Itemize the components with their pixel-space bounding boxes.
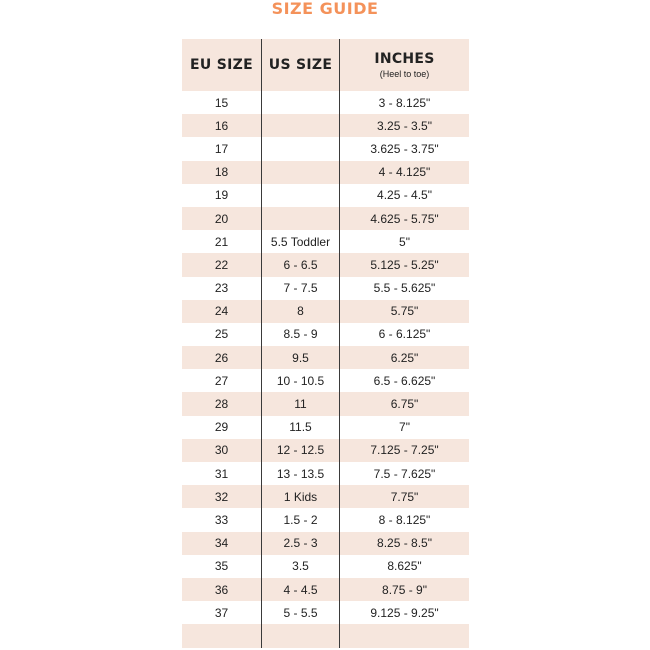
- table-header-row: [182, 39, 469, 91]
- cell-us-size: 6 - 6.5: [261, 253, 339, 276]
- cell-inches: 3 - 8.125": [339, 91, 469, 114]
- cell-eu-size: 30: [214, 443, 229, 458]
- table-row: [182, 624, 469, 647]
- cell-inches: 8.75 - 9": [339, 578, 469, 601]
- cell-inches: 6 - 6.125": [339, 323, 469, 346]
- cell-us-size: 4 - 4.5: [261, 578, 339, 601]
- table-row: [182, 416, 469, 439]
- cell-us-size: 11: [261, 392, 339, 415]
- cell-eu-size: 20: [214, 211, 229, 226]
- cell-inches: 3.25 - 3.5": [339, 114, 469, 137]
- cell-eu-size: 18: [214, 165, 229, 180]
- cell-inches: [339, 624, 469, 647]
- cell-us-size: 8.5 - 9: [261, 323, 339, 346]
- header-us-size: US SIZE: [261, 39, 339, 91]
- cell-us-size: 10 - 10.5: [261, 369, 339, 392]
- cell-us-size: [261, 137, 339, 160]
- cell-eu-size: 27: [214, 373, 229, 388]
- table-row: [182, 555, 469, 578]
- header-inches-sublabel: (Heel to toe): [379, 69, 430, 79]
- table-row: [182, 392, 469, 415]
- cell-inches: 9.125 - 9.25": [339, 601, 469, 624]
- cell-eu-size: 37: [214, 605, 229, 620]
- cell-eu-size: 36: [214, 582, 229, 597]
- cell-us-size: 8: [261, 300, 339, 323]
- cell-eu-size: [182, 624, 261, 647]
- cell-inches: 7.125 - 7.25": [339, 439, 469, 462]
- header-inches-label: INCHES: [374, 51, 435, 67]
- cell-us-size: 5.5 Toddler: [261, 230, 339, 253]
- table-row: [182, 532, 469, 555]
- cell-us-size: 5 - 5.5: [261, 601, 339, 624]
- cell-eu-size: 19: [214, 188, 229, 203]
- cell-inches: 5": [339, 230, 469, 253]
- table-row: [182, 323, 469, 346]
- cell-eu-size: 34: [214, 536, 229, 551]
- cell-inches: 4 - 4.125": [339, 161, 469, 184]
- table-row: [182, 346, 469, 369]
- table-row: [182, 485, 469, 508]
- cell-inches: 8.25 - 8.5": [339, 532, 469, 555]
- table-row: [182, 508, 469, 531]
- table-row: [182, 601, 469, 624]
- table-row: [182, 161, 469, 184]
- table-row: [182, 277, 469, 300]
- cell-eu-size: 31: [214, 466, 229, 481]
- cell-eu-size: 22: [214, 257, 229, 272]
- header-eu-size: EU SIZE: [190, 57, 253, 73]
- cell-inches: 5.75": [339, 300, 469, 323]
- cell-us-size: 1.5 - 2: [261, 508, 339, 531]
- cell-inches: 7": [339, 416, 469, 439]
- table-row: [182, 230, 469, 253]
- cell-eu-size: 28: [214, 397, 229, 412]
- cell-inches: 8.625": [339, 555, 469, 578]
- cell-inches: 7.5 - 7.625": [339, 462, 469, 485]
- table-row: [182, 184, 469, 207]
- table-row: [182, 439, 469, 462]
- table-row: [182, 462, 469, 485]
- cell-eu-size: 21: [214, 234, 229, 249]
- cell-inches: 5.5 - 5.625": [339, 277, 469, 300]
- cell-eu-size: 24: [214, 304, 229, 319]
- cell-inches: 6.75": [339, 392, 469, 415]
- cell-inches: 6.25": [339, 346, 469, 369]
- page-title: SIZE GUIDE: [271, 0, 379, 18]
- cell-us-size: 2.5 - 3: [261, 532, 339, 555]
- cell-eu-size: 35: [214, 559, 229, 574]
- cell-us-size: [261, 624, 339, 647]
- cell-eu-size: 26: [214, 350, 229, 365]
- table-row: [182, 114, 469, 137]
- cell-us-size: 9.5: [261, 346, 339, 369]
- cell-us-size: [261, 91, 339, 114]
- table-row: [182, 300, 469, 323]
- cell-inches: 4.25 - 4.5": [339, 184, 469, 207]
- header-inches: [339, 39, 469, 91]
- table-body: [182, 91, 469, 648]
- cell-inches: 4.625 - 5.75": [339, 207, 469, 230]
- cell-us-size: [261, 184, 339, 207]
- cell-eu-size: 17: [214, 141, 229, 156]
- cell-inches: 8 - 8.125": [339, 508, 469, 531]
- cell-eu-size: 33: [214, 512, 229, 527]
- size-guide-table: [182, 39, 469, 648]
- cell-us-size: 1 Kids: [261, 485, 339, 508]
- table-row: [182, 369, 469, 392]
- cell-eu-size: 23: [214, 281, 229, 296]
- cell-us-size: [261, 161, 339, 184]
- cell-inches: 7.75": [339, 485, 469, 508]
- cell-us-size: [261, 207, 339, 230]
- cell-inches: 3.625 - 3.75": [339, 137, 469, 160]
- cell-us-size: 11.5: [261, 416, 339, 439]
- cell-eu-size: 25: [214, 327, 229, 342]
- table-row: [182, 578, 469, 601]
- cell-us-size: 3.5: [261, 555, 339, 578]
- table-row: [182, 137, 469, 160]
- cell-eu-size: 29: [214, 420, 229, 435]
- cell-inches: 6.5 - 6.625": [339, 369, 469, 392]
- table-row: [182, 91, 469, 114]
- cell-us-size: 12 - 12.5: [261, 439, 339, 462]
- table-row: [182, 207, 469, 230]
- cell-us-size: 13 - 13.5: [261, 462, 339, 485]
- cell-eu-size: 15: [214, 95, 229, 110]
- cell-inches: 5.125 - 5.25": [339, 253, 469, 276]
- cell-eu-size: 16: [214, 118, 229, 133]
- cell-eu-size: 32: [214, 489, 229, 504]
- table-row: [182, 253, 469, 276]
- cell-us-size: [261, 114, 339, 137]
- cell-us-size: 7 - 7.5: [261, 277, 339, 300]
